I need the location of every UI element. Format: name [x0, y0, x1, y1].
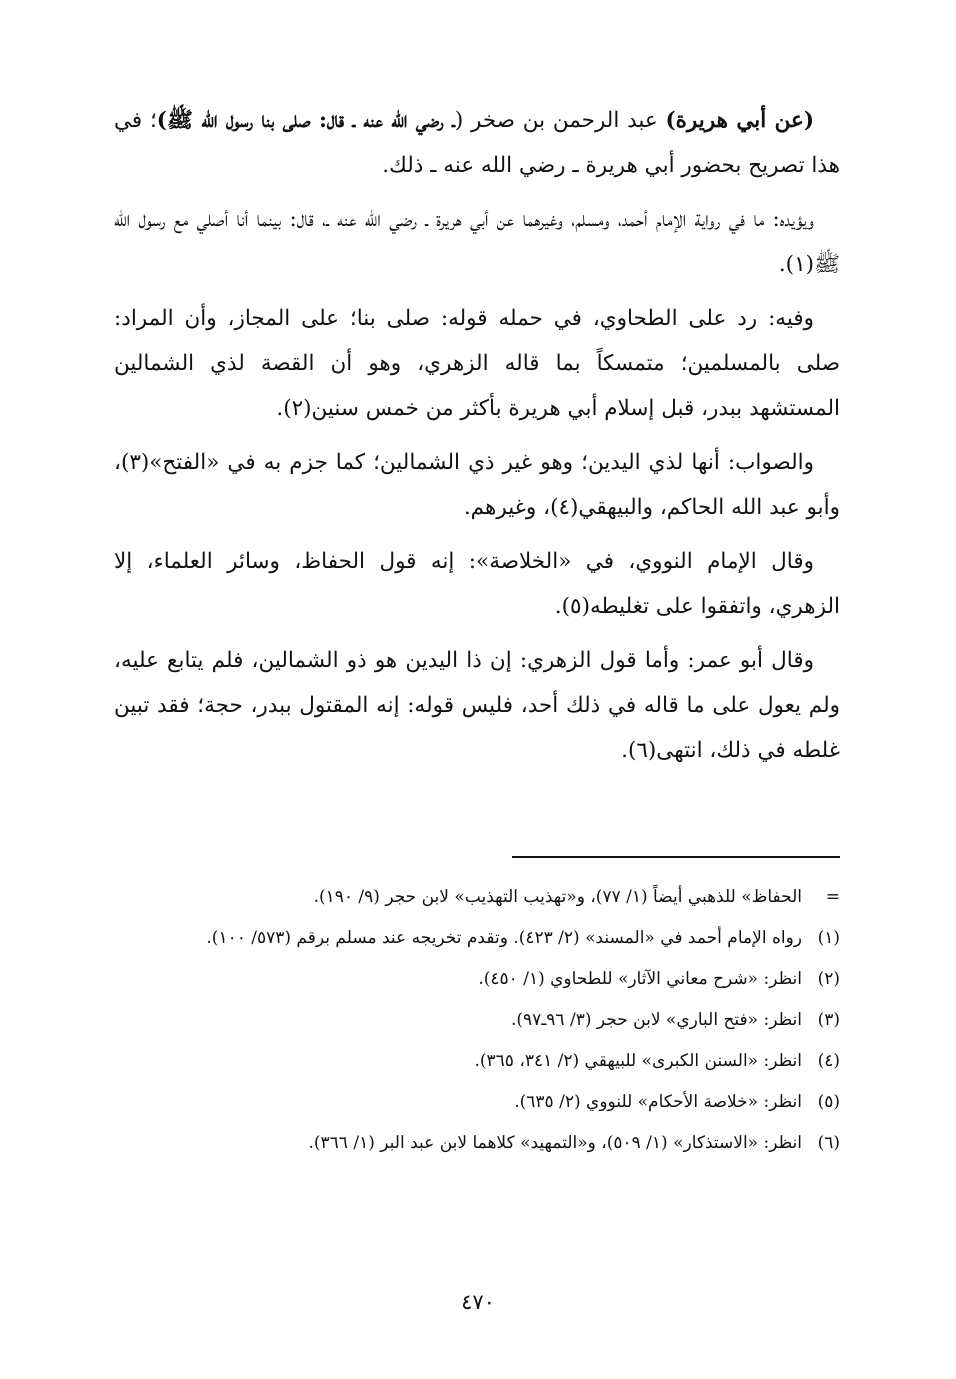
footnote-number: =: [825, 887, 840, 907]
footnote-item: [110, 1085, 840, 1120]
paragraph-6: وقال أبو عمر: وأما قول الزهري: إن ذا اليدين هو ذو الشمالين، فلم يتابع عليه، ولم يعول على ما قاله في ذلك أحد، فليس قوله: إنه المقتول ببدر، حجة؛ فقد تبين غلطه في ذلك، انتهى(٦).: [114, 648, 840, 763]
paragraph-4: والصواب: أنها لذي اليدين؛ وهو غير ذي الشمالين؛ كما جزم به في «الفتح»(٣)، وأبو عبد الله الحاكم، والبيهقي(٤)، وغيرهم.: [114, 450, 840, 520]
footnote-text: انظر: «السنن الكبرى» للبيهقي (٢/ ٣٤١، ٣٦٥).: [474, 1051, 802, 1071]
footnote-text: انظر: «الاستذكار» (١/ ٥٠٩)، و«التمهيد» كلاهما لابن عبد البر (١/ ٣٦٦).: [308, 1133, 802, 1153]
main-text: [114, 98, 840, 782]
footnotes: [110, 880, 840, 1167]
footnote-text: رواه الإمام أحمد في «المسند» (٢/ ٤٢٣). وتقدم تخريجه عند مسلم برقم (٥٧٣/ ١٠٠).: [206, 928, 802, 948]
footnote-text: انظر: «خلاصة الأحكام» للنووي (٢/ ٦٣٥).: [514, 1092, 802, 1112]
footnote-text: انظر: «فتح الباري» لابن حجر (٣/ ٩٦ـ٩٧).: [511, 1010, 802, 1030]
footnote-number: (٢): [817, 969, 840, 989]
paragraph-5: وقال الإمام النووي، في «الخلاصة»: إنه قول الحفاظ، وسائر العلماء، إلا الزهري، واتفقوا على تغليطه(٥).: [114, 549, 840, 619]
footnote-separator: [512, 856, 840, 858]
footnote-number: (٤): [817, 1051, 840, 1071]
page-number: ٤٧٠: [461, 1290, 495, 1314]
footnote-item: [110, 1003, 840, 1038]
footnote-item: [110, 962, 840, 997]
paragraph-1-rest: ؛ في هذا تصريح بحضور أبي هريرة ـ رضي الله عنه ـ ذلك.: [114, 108, 840, 178]
footnote-number: (٣): [817, 1010, 840, 1030]
paragraph-2: ويؤيده: ما في رواية الإمام أحمد، ومسلم، وغيرهما عن أبي هريرة ـ رضي الله عنه ـ، قال: بينما أنا أصلي مع رسول الله ﷺ(١).: [114, 207, 840, 277]
footnote-number: (١): [817, 928, 840, 948]
paragraph-1: [114, 98, 840, 188]
footnote-item: [110, 880, 840, 915]
footnote-item: [110, 1126, 840, 1161]
paragraph-1-mid: عبد الرحمن بن صخر (: [454, 108, 666, 133]
footnote-text: انظر: «شرح معاني الآثار» للطحاوي (١/ ٤٥٠).: [478, 969, 802, 989]
paragraph-1-bold-radi: ـ رضي الله عنه ـ قال: صلى بنا رسول الله ﷺ): [156, 108, 455, 133]
paragraph-1-bold-open: (عن أبي هريرة): [665, 108, 815, 133]
footnote-item: [110, 1044, 840, 1079]
footnote-text: الحفاظ» للذهبي أيضاً (١/ ٧٧)، و«تهذيب التهذيب» لابن حجر (٩/ ١٩٠).: [313, 887, 802, 907]
footnote-number: (٥): [817, 1092, 840, 1112]
footnote-item: [110, 921, 840, 956]
paragraph-3: وفيه: رد على الطحاوي، في حمله قوله: صلى بنا؛ على المجاز، وأن المراد: صلى بالمسلمين؛ متمسكاً بما قاله الزهري، وهو أن القصة لذي الشمالين المستشهد ببدر، قبل إسلام أبي هريرة بأكثر من خمس سنين(٢).: [114, 306, 840, 421]
footnote-number: (٦): [817, 1133, 840, 1153]
